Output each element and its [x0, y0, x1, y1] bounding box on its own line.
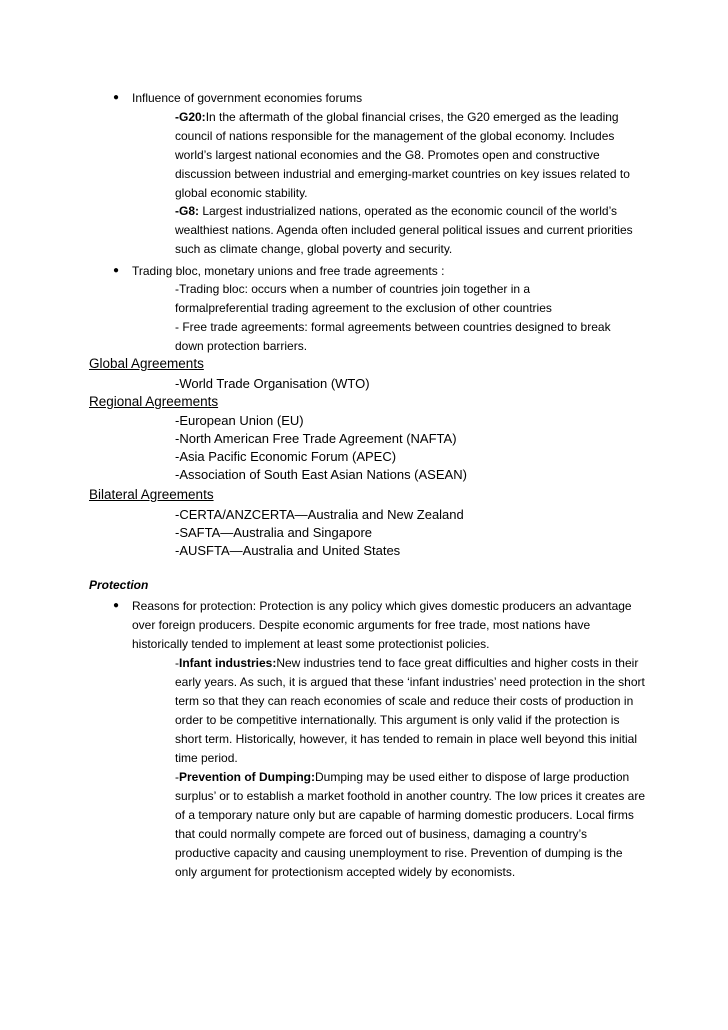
dumping-prefix: -	[175, 770, 179, 784]
regional-agreement-item: -Asia Pacific Economic Forum (APEC)	[175, 449, 397, 464]
trading-bloc-paragraph: -Trading bloc: occurs when a number of countries join together in a formalpreferential trading agreement to the exclusion of other countries	[175, 282, 552, 315]
global-agreements-heading: Global Agreements	[89, 356, 204, 371]
regional-agreement-item: -European Union (EU)	[175, 413, 304, 428]
g20-label: -G20:	[175, 110, 206, 124]
dumping-paragraph	[175, 768, 645, 882]
infant-prefix: -	[175, 656, 179, 670]
g8-paragraph	[175, 202, 645, 259]
g20-text: In the aftermath of the global financial crises, the G20 emerged as the leading council of nations responsible for the management of the global economy. Includes world’s largest national economies and the G8. Promotes open and constructive discussion between industrial and emerging-market countries on key issues related to global economic stability.	[175, 110, 630, 200]
regional-agreements-heading: Regional Agreements	[89, 394, 219, 409]
fta-paragraph: - Free trade agreements: formal agreements between countries designed to break down protection barriers.	[175, 320, 611, 353]
infant-industries-paragraph	[175, 654, 645, 768]
bullet-dot: ●	[113, 265, 120, 276]
bilateral-agreement-item: -CERTA/ANZCERTA—Australia and New Zealand	[175, 507, 464, 522]
g20-paragraph	[175, 108, 645, 203]
trading-bullet-label: Trading bloc, monetary unions and free trade agreements :	[132, 264, 445, 278]
dumping-label: Prevention of Dumping:	[179, 770, 315, 784]
infant-text: New industries tend to face great difficulties and higher costs in their early years. As such, it is argued that these ‘infant industries’ need protection in the short term so that they can reach economies of scale and reduce their costs of production in order to be competitive internationally. This argument is only valid if the protection is short term. Historically, however, it has tended to remain in place well beyond this initial time period.	[175, 656, 645, 765]
infant-label: Infant industries:	[179, 656, 277, 670]
protection-title: Protection	[89, 578, 149, 592]
g8-label: -G8:	[175, 204, 199, 218]
bilateral-agreement-item: -AUSFTA—Australia and United States	[175, 543, 401, 558]
bullet-dot: ●	[113, 600, 120, 611]
global-agreement-item: -World Trade Organisation (WTO)	[175, 376, 370, 391]
influence-bullet-label: Influence of government economies forums	[132, 91, 363, 105]
regional-agreement-item: -Association of South East Asian Nations (ASEAN)	[175, 467, 467, 482]
dumping-text: Dumping may be used either to dispose of large production surplus’ or to establish a market foothold in another country. The low prices it creates are of a temporary nature only but are capable of harming domestic producers. Local firms that could normally compete are forced out of business, damaging a country’s productive capacity and causing unemployment to rise. Prevention of dumping is the only argument for protectionism accepted widely by economists.	[175, 770, 646, 879]
g8-text: Largest industrialized nations, operated as the economic council of the world’s wealthiest nations. Agenda often included general political issues and current priorities such as climate change, global poverty and security.	[175, 204, 633, 256]
reasons-paragraph: Reasons for protection: Protection is any policy which gives domestic producers an advantage over foreign producers. Despite economic arguments for free trade, most nations have historically tended to implement at least some protectionist policies.	[132, 599, 632, 651]
bullet-dot: ●	[113, 92, 120, 103]
bilateral-agreement-item: -SAFTA—Australia and Singapore	[175, 525, 373, 540]
bilateral-agreements-heading: Bilateral Agreements	[89, 487, 214, 502]
regional-agreement-item: -North American Free Trade Agreement (NAFTA)	[175, 431, 457, 446]
